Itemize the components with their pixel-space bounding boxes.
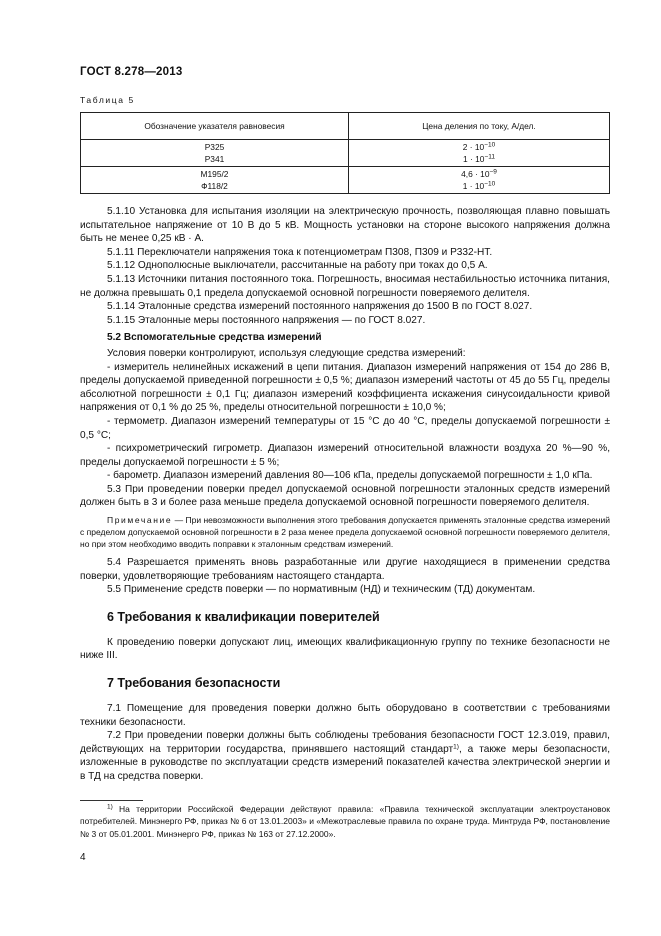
paragraph-6: К проведению поверки допускают лиц, имеющих квалификационную группу по технике безопасности не ниже III.: [80, 636, 610, 662]
division-value: $1 \cdot 10^{-10}$: [462, 180, 496, 191]
footnote-reference: 1): [453, 743, 459, 751]
section-heading-7: 7 Требования безопасности: [107, 676, 281, 691]
subsection-heading-5-2: 5.2 Вспомогательные средства измерений: [107, 332, 322, 344]
indicator-name: Р341: [204, 153, 225, 164]
paragraph-distortion-meter: - измеритель нелинейных искажений в цепи питания. Диапазон измерений напряжения от 154 до 286 В, пределы допускаемой приведенной погрешности ± 0,5 %; диапазон измерений частоты от 45 до 55 Гц, пределы абсолютной погрешности ± 0,1 Гц; диапазон измерений коэффициента искажения синусоидальности кривой напряжения от 0,1 % до 25 %, пределы относительной погрешности ± 10,0 %;: [80, 361, 610, 414]
document-body: [80, 205, 610, 784]
table-header-row: [81, 113, 610, 140]
paragraph-barometer: - барометр. Диапазон измерений давления 80—106 кПа, пределы допускаемой погрешности ± 1,0 кПа.: [107, 470, 593, 482]
section-heading-6: 6 Требования к квалификации поверителей: [107, 609, 380, 624]
paragraph-5-1-10: 5.1.10 Установка для испытания изоляции на электрическую прочность, позволяющая плавно повышать испытательное напряжение от 10 В до 5 кВ. Мощность установки на стороне высокого напряжения должна быть не менее 0,25 кВ · А.: [80, 206, 610, 245]
paragraph-5-1-13: 5.1.13 Источники питания постоянного тока. Погрешность, вносимая нестабильностью источника питания, не должна превышать 0,1 предела допускаемой основной погрешности поверяемого делителя.: [80, 273, 610, 299]
table-row: [81, 140, 610, 167]
footnote: [80, 803, 610, 840]
paragraph-5-3: 5.3 При проведении поверки предел допускаемой основной погрешности эталонных средств измерений должен быть в 3 и более раза меньше предела допускаемой основной погрешности поверяемого делителя.: [80, 483, 610, 509]
document-header: ГОСТ 8.278—2013: [80, 66, 183, 78]
division-value: $2 \cdot 10^{-10}$: [462, 141, 496, 152]
table-cell-names: [81, 140, 349, 167]
footnote-text: На территории Российской Федерации действуют правила: «Правила технической эксплуатации электроустановок потребителей. Минэнерго РФ, приказ № 6 от 13.01.2003» и «Межотраслевые правила по охране труда. Минтруда РФ, постановление № 3 от 05.01.2001. Минэнерго РФ, приказ № 163 от 27.12.2000».: [80, 804, 610, 839]
paragraph-thermometer: - термометр. Диапазон измерений температуры от 15 °С до 40 °С, пределы допускаемой погрешности ± 0,5 °С;: [80, 415, 610, 441]
indicator-name: Ф118/2: [201, 180, 228, 191]
paragraph-psychrometer: - психрометрический гигрометр. Диапазон измерений относительной влажности воздуха 20 %—90 %, пределы допускаемой погрешности ± 5 %;: [80, 443, 610, 468]
paragraph-5-5: 5.5 Применение средств поверки — по нормативным (НД) и техническим (ТД) документам.: [107, 584, 536, 596]
division-value: $4,6 \cdot 10^{-9}$: [461, 168, 497, 179]
footnote-divider: [80, 800, 143, 801]
table-cell-values: [349, 167, 610, 194]
paragraph-7-2: 7.2 При проведении поверки должны быть соблюдены требования безопасности ГОСТ 12.3.019, правил, действующих на территории государства, принявшего настоящий стандарт$^{1)}$, а также меры безопасности, изложенные в руководстве по эксплуатации средств измерений показателей качества электрической энергии и в ТД на средства поверки.: [80, 730, 610, 782]
table-header-cell: Обозначение указателя равновесия: [81, 113, 349, 140]
table-header-cell: Цена деления по току, А/дел.: [349, 113, 610, 140]
table-cell-names: [81, 167, 349, 194]
paragraph-7-1: 7.1 Помещение для проведения поверки должно быть оборудовано в соответствии с требованиями техники безопасности.: [80, 703, 610, 728]
note-label: Примечание: [107, 515, 173, 526]
paragraph-5-1-12: 5.1.12 Однополюсные выключатели, рассчитанные на работу при токах до 0,5 А.: [107, 260, 488, 272]
table-5: [80, 112, 610, 194]
indicator-name: Р325: [204, 142, 225, 152]
paragraph-conditions: Условия поверки контролируют, используя следующие средства измерений:: [107, 347, 466, 359]
table-cell-values: [349, 140, 610, 167]
table-row: [81, 167, 610, 194]
paragraph-5-1-15: 5.1.15 Эталонные меры постоянного напряжения — по ГОСТ 8.027.: [107, 314, 426, 326]
division-value: $1 \cdot 10^{-11}$: [463, 153, 495, 164]
note-text: — При невозможности выполнения этого требования допускается применять эталонные средства измерений с пределом допускаемой основной погрешности в 2 раза менее предела допускаемой основной погрешности поверяемого делителя, но при этом необходимо вводить поправки к эталонным средствам измерений.: [80, 515, 611, 550]
indicator-name: М195/2: [200, 169, 229, 179]
page-number: 4: [80, 852, 86, 863]
paragraph-5-4: 5.4 Разрешается применять вновь разработанные или другие находящиеся в применении средства поверки, удовлетворяющие требованиям настоящего стандарта.: [80, 557, 610, 582]
footnote-marker: 1): [107, 803, 113, 811]
paragraph-5-1-11: 5.1.11 Переключатели напряжения тока к потенциометрам П308, П309 и Р332-НТ.: [107, 246, 493, 258]
note: [80, 514, 610, 550]
table-caption: Таблица 5: [80, 95, 135, 105]
paragraph-5-1-14: 5.1.14 Эталонные средства измерений постоянного напряжения до 1500 В по ГОСТ 8.027.: [107, 301, 533, 313]
